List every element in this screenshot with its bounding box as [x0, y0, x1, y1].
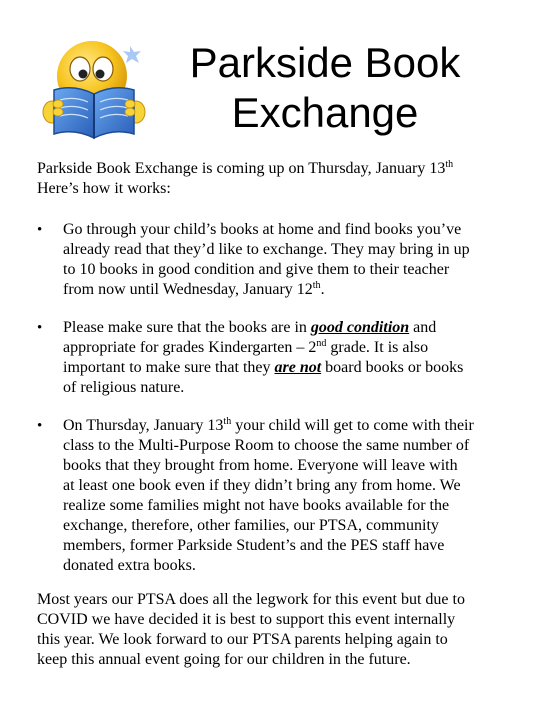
emphasis-good-condition: good condition [310, 319, 410, 336]
bullet-icon: • [37, 320, 43, 336]
title-line-1: Parkside Book [189, 39, 461, 86]
intro-line-1: Parkside Book Exchange is coming up on Thursday, January 13th [37, 159, 454, 177]
emphasis-are-not: are not [274, 359, 322, 376]
intro-paragraph [37, 159, 507, 199]
bullet-icon: • [37, 418, 43, 434]
closing-paragraph: Most years our PTSA does all the legwork for this event but due to COVID we have decided it is best to support this event internally this year. We look forward to our PTSA parents helping again to keep this annual event going for our children in the future. [37, 591, 465, 668]
page-title [160, 38, 490, 138]
bullet-text: On Thursday, January 13th your child will get to come with their class to the Multi-Purpose Room to choose the same number of books that they brought from home. Everyone will leave with at least one book even if they didn’t bring any from home. We realize some families might not have books available for the exchange, therefore, other families, our PTSA, community members, former Parkside Student’s and the PES staff have donated extra books. [63, 416, 474, 574]
bullet-text: Go through your child’s books at home and find books you’ve already read that they’d like to exchange. They may bring in up to 10 books in good condition and give them to their teacher from now until Wednesday, January 12th. [63, 221, 470, 298]
smiley-reading-book-icon [38, 34, 150, 144]
intro-line-2: Here’s how it works: [37, 180, 171, 197]
bullet-icon: • [37, 222, 43, 238]
bullet-text: Please make sure that the books are in good condition and appropriate for grades Kindergarten – 2nd grade. It is also important to make sure that they are not board books or books of religious nature. [63, 319, 464, 396]
title-line-2: Exchange [231, 89, 419, 136]
